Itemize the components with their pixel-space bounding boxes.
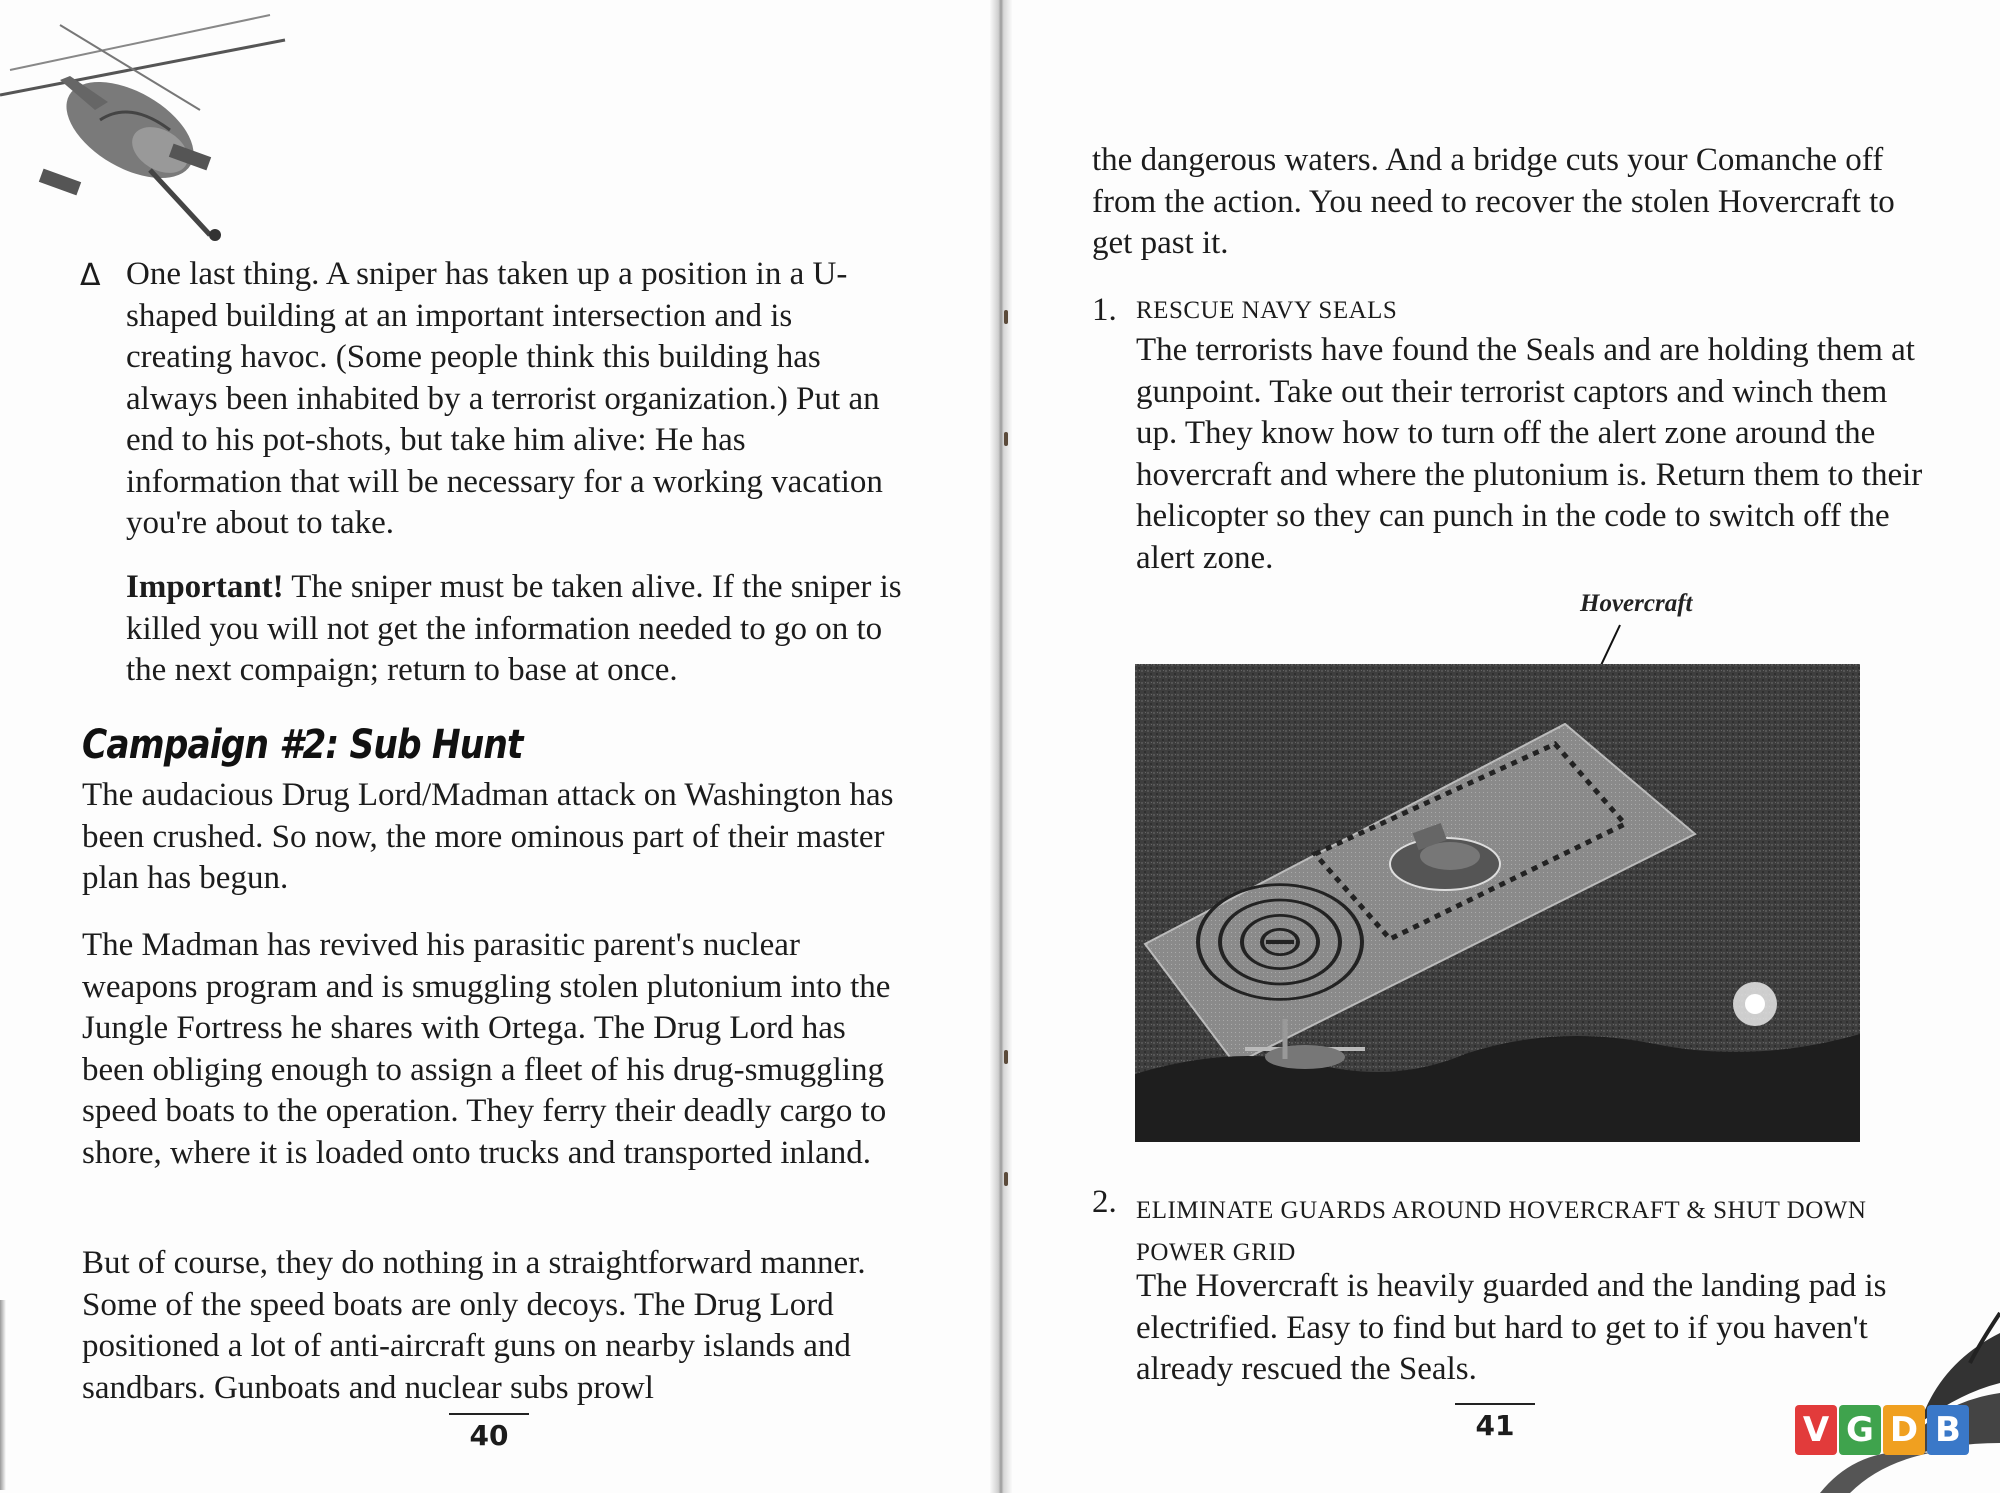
important-note bbox=[126, 567, 906, 692]
triangle-bullet-icon: Δ bbox=[80, 258, 101, 293]
binding-staple bbox=[1004, 1172, 1008, 1186]
vgdb-letter: B bbox=[1927, 1405, 1969, 1455]
objective-text: The Hovercraft is heavily guarded and the landing pad is electrified. Easy to find but hard to get to if you haven't already rescued the Seals. bbox=[1136, 1268, 1887, 1387]
vgdb-letter: V bbox=[1795, 1405, 1837, 1455]
objective-number: 1. bbox=[1092, 292, 1117, 328]
objective-text: The terrorists have found the Seals and are holding them at gunpoint. Take out their terrorist captors and winch them up. They know how to turn off the alert zone around the hovercraft and where the plutonium is. Return them to their helicopter so they can punch in the code to switch off the alert zone. bbox=[1136, 332, 1923, 576]
helicopter-illustration bbox=[0, 0, 290, 250]
binding-staple bbox=[1004, 432, 1008, 446]
jungle-plant-illustration bbox=[1700, 1303, 2000, 1493]
binding-staple bbox=[1004, 310, 1008, 324]
decoys-paragraph: But of course, they do nothing in a straightforward manner. Some of the speed boats are only decoys. The Drug Lord positioned a lot of anti-aircraft guns on nearby islands and sandbars. Gunboats and nuclear subs prowl bbox=[82, 1245, 866, 1406]
page-number-right: 41 bbox=[1455, 1403, 1535, 1442]
page-edge-shadow bbox=[0, 1300, 6, 1490]
figure-caption: Hovercraft bbox=[1580, 590, 1693, 617]
vgdb-letter: D bbox=[1883, 1405, 1925, 1455]
game-screenshot bbox=[1135, 664, 1860, 1142]
intro-paragraph: The audacious Drug Lord/Madman attack on Washington has been crushed. So now, the more ominous part of their master plan has begun. bbox=[82, 777, 894, 896]
objective-heading: ELIMINATE GUARDS AROUND HOVERCRAFT & SHUT DOWN POWER GRID bbox=[1136, 1197, 1867, 1266]
important-text: The sniper must be taken alive. If the sniper is killed you will not get the information needed to go on to the next compaign; return to base at once. bbox=[126, 569, 902, 688]
madman-paragraph: The Madman has revived his parasitic parent's nuclear weapons program and is smuggling stolen plutonium into the Jungle Fortress he shares with Ortega. The Drug Lord has been obliging enough to assign a fleet of his drug-smuggling speed boats to the operation. They ferry their deadly cargo to shore, where it is loaded onto trucks and transported inland. bbox=[82, 927, 891, 1171]
page-number-left: 40 bbox=[449, 1413, 529, 1452]
binding-staple bbox=[1004, 1050, 1008, 1064]
objective-heading: RESCUE NAVY SEALS bbox=[1136, 297, 1398, 324]
continued-paragraph: the dangerous waters. And a bridge cuts your Comanche off from the action. You need to recover the stolen Hovercraft to get past it. bbox=[1092, 142, 1895, 261]
campaign-heading: Campaign #2: Sub Hunt bbox=[82, 722, 523, 768]
book-gutter bbox=[990, 0, 1012, 1493]
important-label: Important! bbox=[126, 569, 284, 605]
vgdb-watermark bbox=[1795, 1405, 1969, 1455]
objective-number: 2. bbox=[1092, 1184, 1117, 1220]
vgdb-letter: G bbox=[1839, 1405, 1881, 1455]
sniper-paragraph: One last thing. A sniper has taken up a position in a U-shaped building at an important intersection and is creating havoc. (Some people think this building has always been inhabited by a terrorist organization.) Put an end to his pot-shots, but take him alive: He has information that will be necessary for a working vacation you're about to take. bbox=[126, 256, 883, 541]
